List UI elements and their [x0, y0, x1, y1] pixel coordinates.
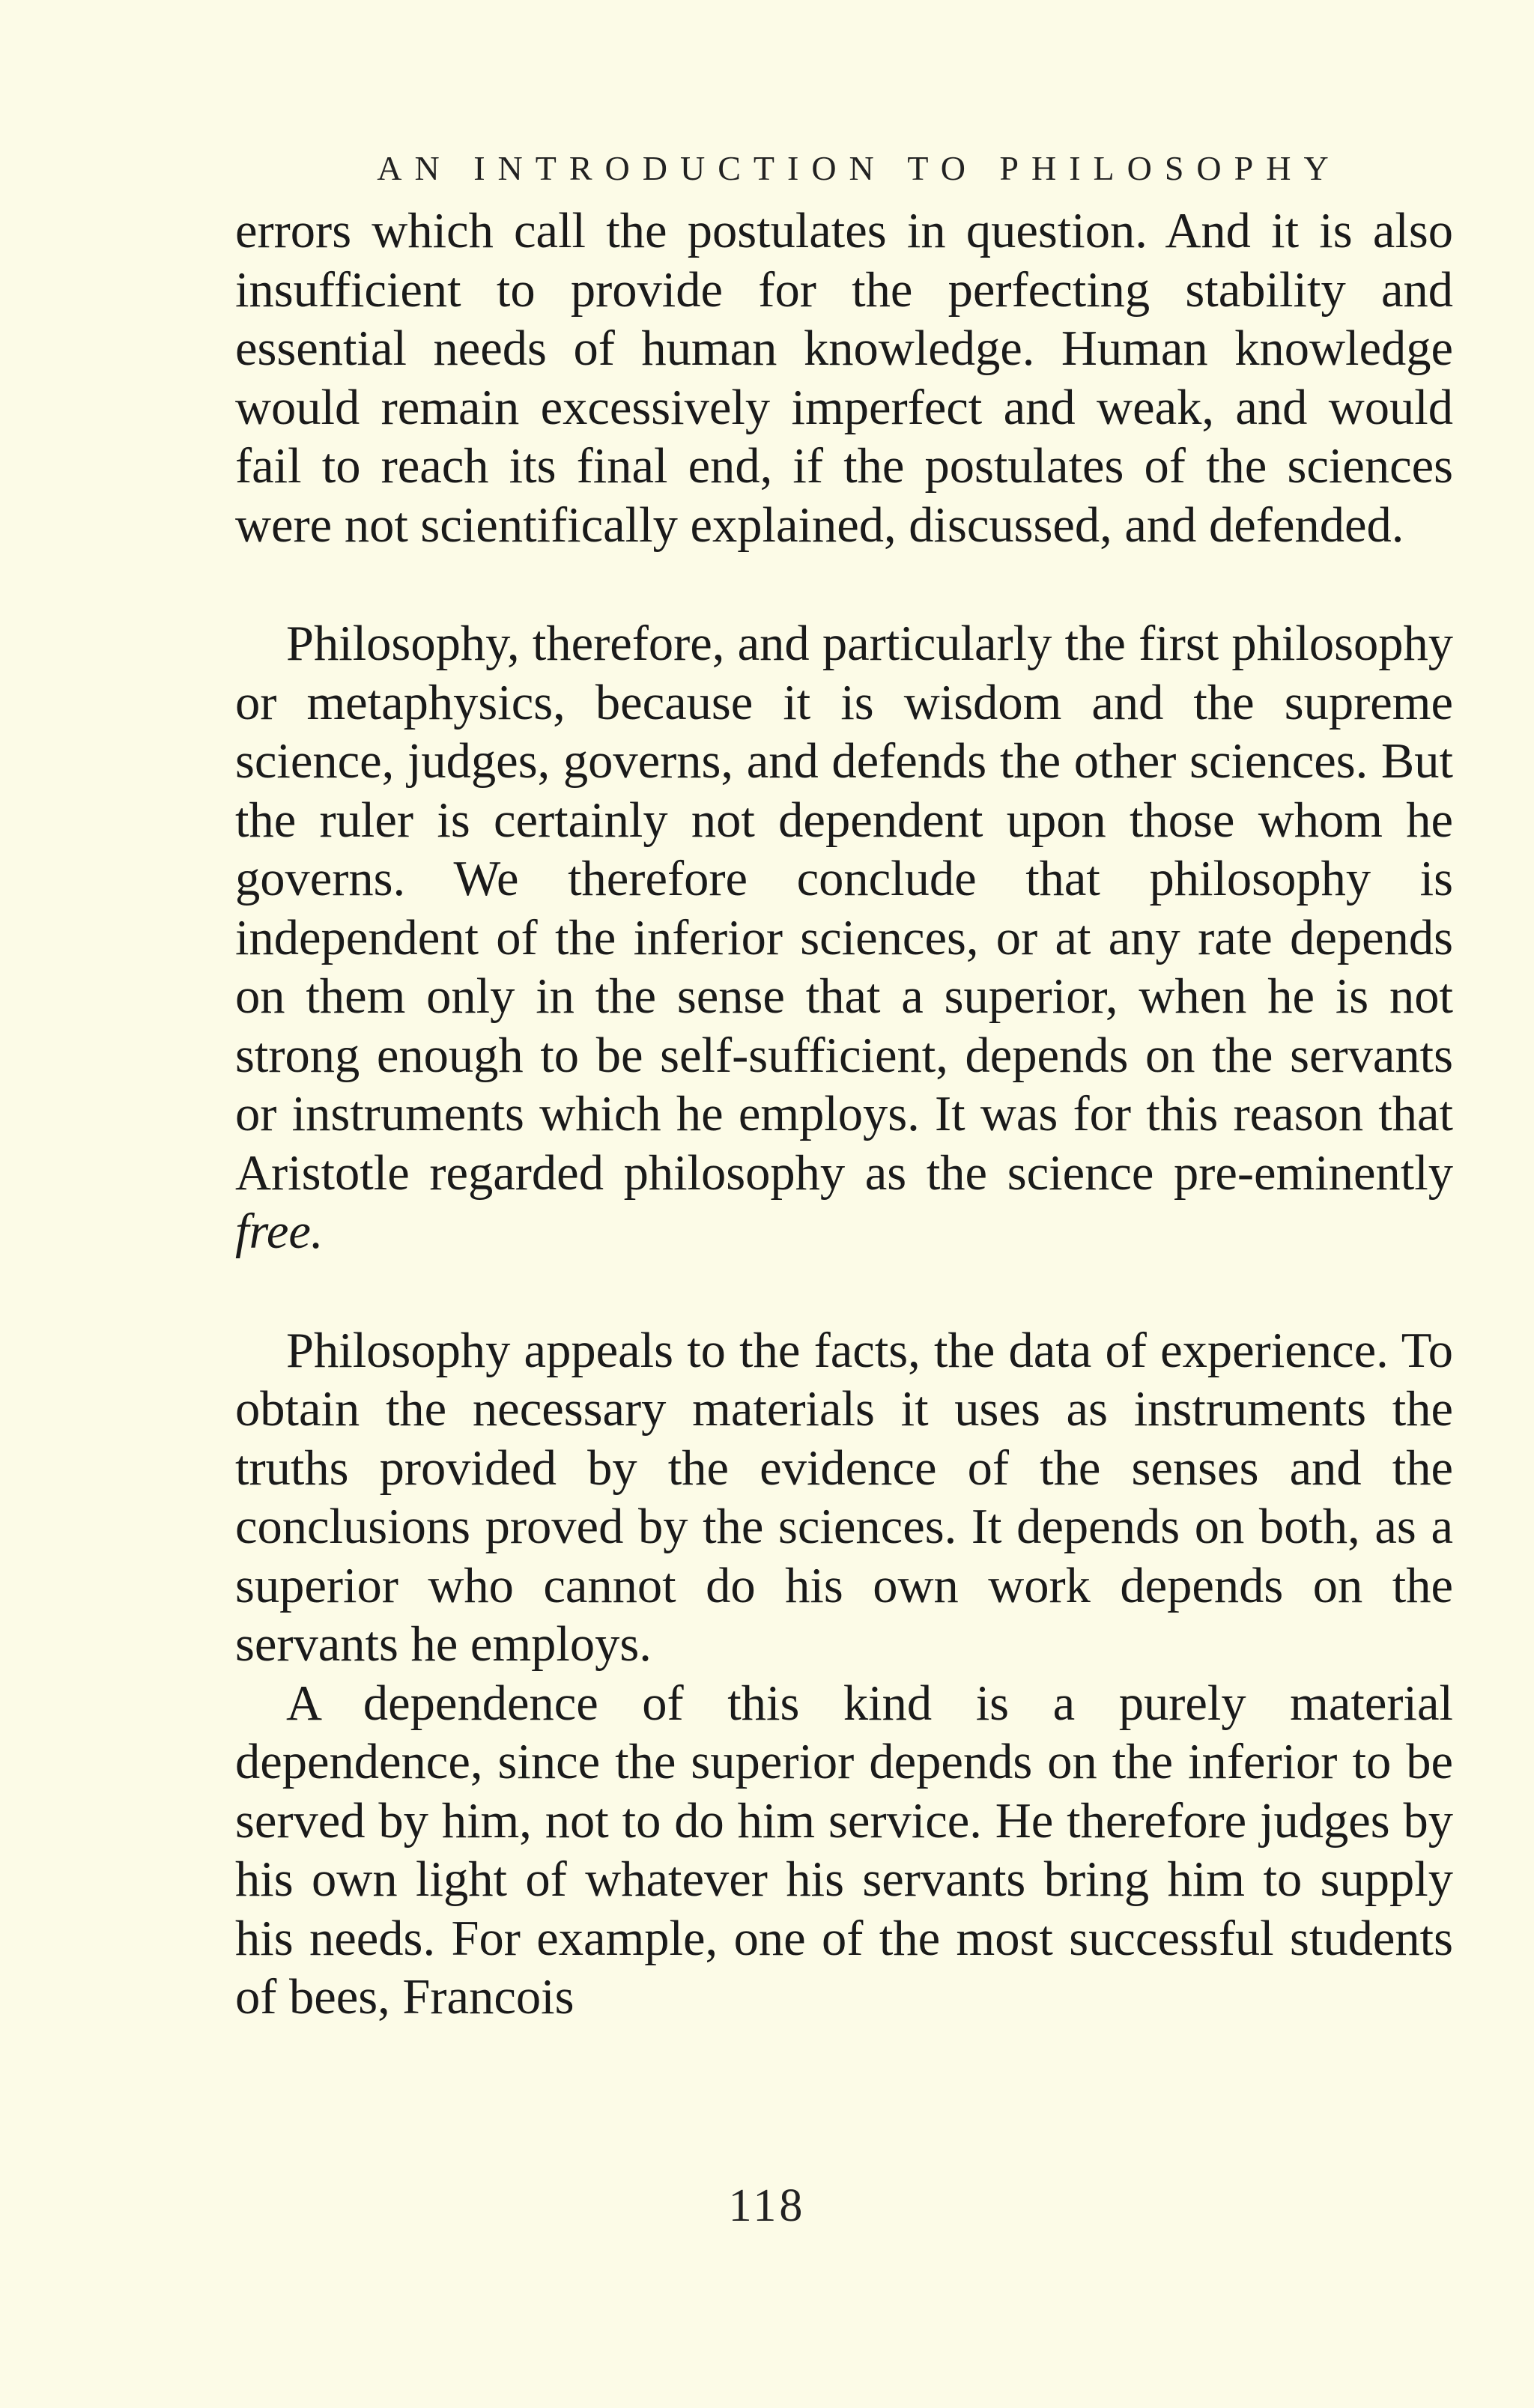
- paragraph-2-text: Philosophy, therefore, and particularly the first philosophy or metaphysics, because it is wisdom and the supreme science, judges, governs, and defends the other sciences. But the ruler is certainly not dependent upon those whom he governs. We therefore conclude that philosophy is independent of the inferior sciences, or at any rate depends on them only in the sense that a superior, when he is not strong enough to be self-sufficient, depends on the servants or instruments which he employs. It was for this reason that Aristotle regarded philosophy as the science pre-eminently: [235, 616, 1453, 1201]
- running-head: AN INTRODUCTION TO PHILOSOPHY: [377, 149, 1342, 187]
- paragraph-4: A dependence of this kind is a purely material dependence, since the superior depends on the inferior to be served by him, not to do him service. He therefore judges by his own light of whatever his servants bring him to supply his needs. For example, one of the most successful students of bees, Francois: [235, 1675, 1453, 2025]
- emphasis-free: free.: [235, 1204, 324, 1259]
- paragraph-3: Philosophy appeals to the facts, the data of experience. To obtain the necessary materials it uses as instruments the truths provided by the evidence of the senses and the conclusions proved by the sciences. It depends on both, as a superior who cannot do his own work depends on the servants he employs.: [235, 1323, 1453, 1672]
- paragraph-2: [235, 615, 1453, 1262]
- paragraph-1: errors which call the postulates in question. And it is also insufficient to provide for the perfecting stability and essential needs of human knowledge. Human knowledge would remain excessively imperfect and weak, and would fail to reach its final end, if the postulates of the sciences were not scientifically explained, discussed, and defended.: [235, 204, 1453, 553]
- page-body: [235, 135, 1453, 2028]
- page-number: 118: [728, 2180, 806, 2231]
